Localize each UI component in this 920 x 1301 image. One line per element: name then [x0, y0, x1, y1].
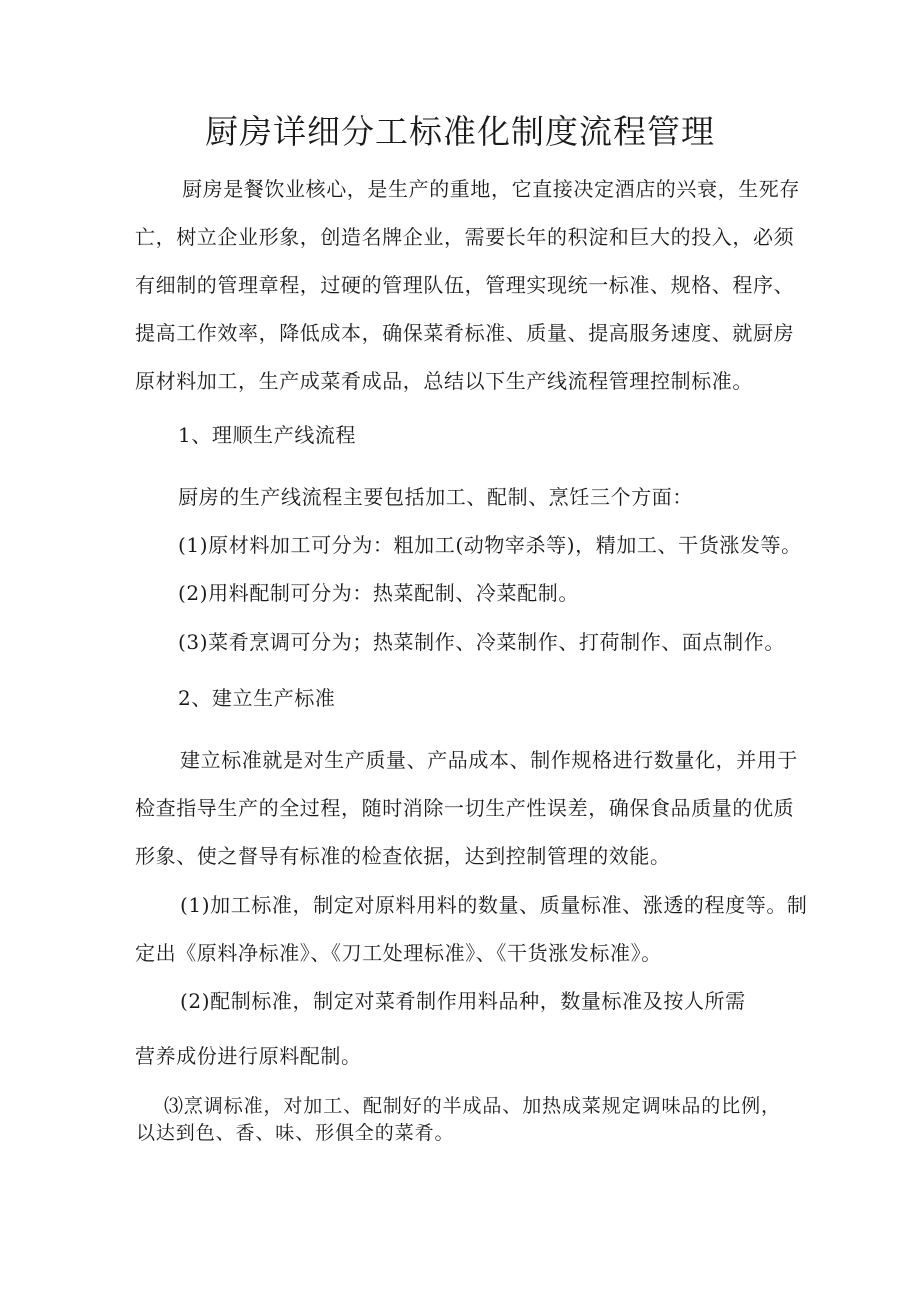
- section-1-item-3: (3)菜肴烹调可分为；热菜制作、冷菜制作、打荷制作、面点制作。: [178, 630, 785, 654]
- section-2-item-3-line-1: ⑶烹调标准，对加工、配制好的半成品、加热成菜规定调味品的比例，: [164, 1095, 781, 1117]
- section-1-item-1: (1)原材料加工可分为：粗加工(动物宰杀等)，精加工、干货涨发等。: [178, 533, 802, 557]
- intro-line-2: 亡，树立企业形象，创造名牌企业，需要长年的积淀和巨大的投入，必须: [135, 225, 795, 249]
- section-2-body-line-2: 检查指导生产的全过程，随时消除一切生产性误差，确保食品质量的优质: [135, 796, 795, 820]
- intro-line-1: 厨房是餐饮业核心，是生产的重地，它直接决定酒店的兴衰，生死存: [182, 177, 800, 201]
- section-2-item-3-line-2: 以达到色、香、味、形俱全的菜肴。: [136, 1122, 455, 1144]
- intro-line-4: 提高工作效率，降低成本，确保菜肴标准、质量、提高服务速度、就厨房: [135, 321, 795, 345]
- section-2-heading: 2、建立生产标准: [178, 686, 336, 710]
- section-1-heading: 1、理顺生产线流程: [178, 423, 357, 447]
- section-2-item-1-line-2: 定出《原料净标准》、《刀工处理标准》、《干货涨发标准》。: [135, 941, 662, 965]
- document-title: 厨房详细分工标准化制度流程管理: [205, 112, 715, 151]
- section-1-lead: 厨房的生产线流程主要包括加工、配制、烹饪三个方面：: [178, 485, 693, 509]
- section-2-item-2-line-1: (2)配制标准，制定对菜肴制作用料品种，数量标准及按人所需: [180, 989, 746, 1013]
- section-2-body-line-3: 形象、使之督导有标准的检查依据，达到控制管理的效能。: [135, 844, 671, 868]
- section-2-item-2-line-2: 营养成份进行原料配制。: [135, 1044, 362, 1068]
- intro-line-3: 有细制的管理章程，过硬的管理队伍，管理实现统一标准、规格、程序、: [135, 273, 795, 297]
- section-2-body-line-1: 建立标准就是对生产质量、产品成本、制作规格进行数量化，并用于: [180, 748, 798, 772]
- section-1-item-2: (2)用料配制可分为：热菜配制、冷菜配制。: [178, 581, 579, 605]
- section-2-item-1-line-1: (1)加工标准，制定对原料用料的数量、质量标准、涨透的程度等。制: [180, 893, 808, 917]
- intro-line-5: 原材料加工，生产成菜肴成品，总结以下生产线流程管理控制标准。: [135, 369, 753, 393]
